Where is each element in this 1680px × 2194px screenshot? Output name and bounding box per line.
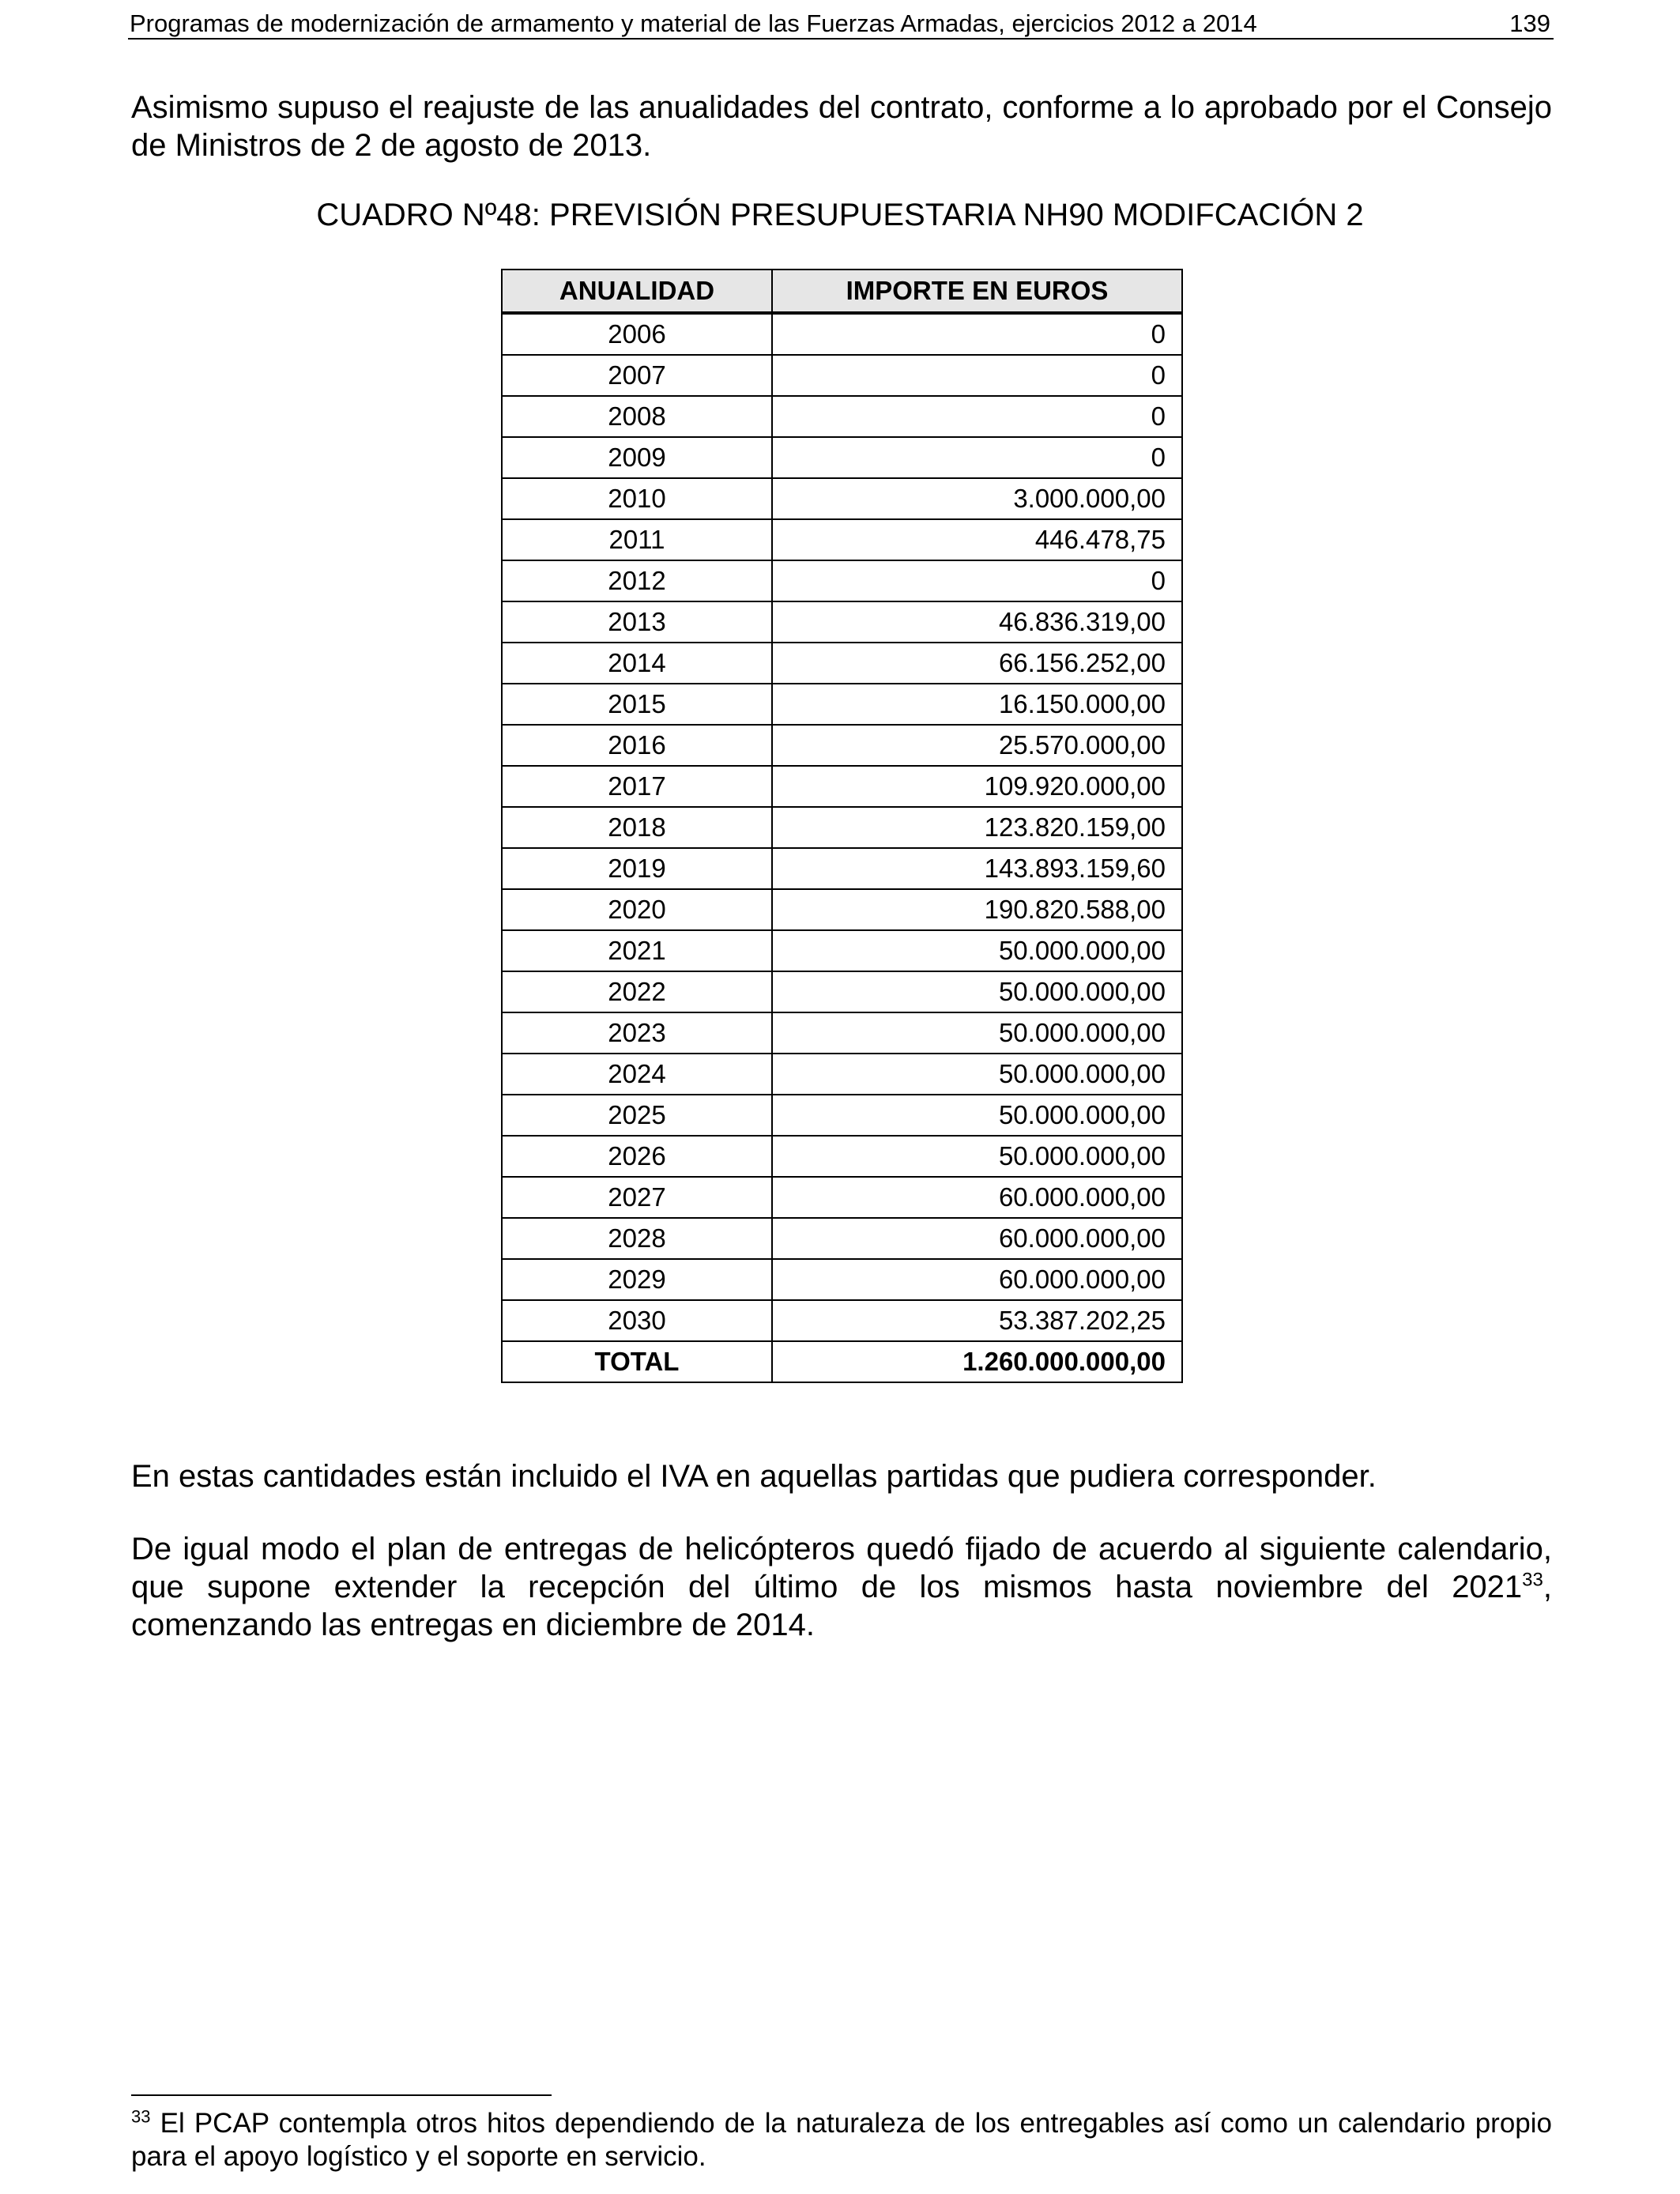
table-row (502, 1300, 1182, 1341)
table-row (502, 930, 1182, 971)
footnote-text: El PCAP contempla otros hitos dependiendo de la naturaleza de los entregables así como un calendario propio para el apoyo logístico y el soporte en servicio. (131, 2108, 1552, 2172)
table-row (502, 1012, 1182, 1054)
amount-cell: 50.000.000,00 (772, 1012, 1182, 1054)
year-cell: 2025 (502, 1095, 772, 1136)
amount-cell: 143.893.159,60 (772, 848, 1182, 889)
amount-cell: 60.000.000,00 (772, 1218, 1182, 1259)
table-row (502, 1177, 1182, 1218)
year-cell: 2030 (502, 1300, 772, 1341)
year-cell: 2028 (502, 1218, 772, 1259)
total-label: TOTAL (502, 1341, 772, 1382)
footnote (131, 2107, 1552, 2173)
year-cell: 2018 (502, 807, 772, 848)
amount-cell: 66.156.252,00 (772, 643, 1182, 684)
amount-cell: 50.000.000,00 (772, 1095, 1182, 1136)
table-row (502, 437, 1182, 478)
year-cell: 2007 (502, 355, 772, 396)
iva-paragraph: En estas cantidades están incluido el IVA en aquellas partidas que pudiera corresponder. (131, 1459, 1377, 1494)
year-cell: 2014 (502, 643, 772, 684)
year-cell: 2009 (502, 437, 772, 478)
year-cell: 2022 (502, 971, 772, 1012)
table-row (502, 807, 1182, 848)
footnote-number: 33 (131, 2106, 151, 2127)
table-header-row (502, 270, 1182, 313)
intro-paragraph: Asimismo supuso el reajuste de las anualidades del contrato, conforme a lo aprobado por el Consejo de Ministros de 2 de agosto de 2013. (131, 90, 1552, 163)
amount-cell: 0 (772, 560, 1182, 601)
header-anualidad: ANUALIDAD (502, 270, 772, 313)
year-cell: 2015 (502, 684, 772, 725)
delivery-plan-text-end: , comenzando las entregas en diciembre de 2014. (131, 1570, 1552, 1642)
table-row (502, 684, 1182, 725)
table-row (502, 313, 1182, 355)
year-cell: 2006 (502, 313, 772, 355)
table-row (502, 1095, 1182, 1136)
year-cell: 2029 (502, 1259, 772, 1300)
table-row (502, 889, 1182, 930)
amount-cell: 109.920.000,00 (772, 766, 1182, 807)
table-row (502, 766, 1182, 807)
total-row (502, 1341, 1182, 1382)
table-row (502, 848, 1182, 889)
footnote-reference[interactable]: 33 (1522, 1569, 1543, 1591)
amount-cell: 50.000.000,00 (772, 1054, 1182, 1095)
year-cell: 2019 (502, 848, 772, 889)
table-row (502, 519, 1182, 560)
amount-cell: 0 (772, 396, 1182, 437)
table-row (502, 355, 1182, 396)
table-body (502, 313, 1182, 1382)
amount-cell: 50.000.000,00 (772, 1136, 1182, 1177)
amount-cell: 123.820.159,00 (772, 807, 1182, 848)
amount-cell: 190.820.588,00 (772, 889, 1182, 930)
amount-cell: 25.570.000,00 (772, 725, 1182, 766)
table-row (502, 1259, 1182, 1300)
amount-cell: 16.150.000,00 (772, 684, 1182, 725)
amount-cell: 50.000.000,00 (772, 930, 1182, 971)
amount-cell: 0 (772, 313, 1182, 355)
amount-cell: 60.000.000,00 (772, 1259, 1182, 1300)
amount-cell: 0 (772, 437, 1182, 478)
table-row (502, 1218, 1182, 1259)
running-header (128, 6, 1554, 40)
page-number: 139 (1509, 9, 1550, 37)
header-importe: IMPORTE EN EUROS (772, 270, 1182, 313)
delivery-plan-text: De igual modo el plan de entregas de helicópteros quedó fijado de acuerdo al siguiente calendario, que supone extender la recepción del último de los mismos hasta noviembre del 2021 (131, 1532, 1552, 1604)
year-cell: 2010 (502, 478, 772, 519)
amount-cell: 446.478,75 (772, 519, 1182, 560)
table-row (502, 643, 1182, 684)
table-row (502, 725, 1182, 766)
amount-cell: 0 (772, 355, 1182, 396)
table-row (502, 1054, 1182, 1095)
delivery-plan-paragraph (131, 1530, 1552, 1644)
total-amount: 1.260.000.000,00 (772, 1341, 1182, 1382)
table-row (502, 396, 1182, 437)
year-cell: 2023 (502, 1012, 772, 1054)
year-cell: 2016 (502, 725, 772, 766)
amount-cell: 3.000.000,00 (772, 478, 1182, 519)
year-cell: 2012 (502, 560, 772, 601)
table-row (502, 478, 1182, 519)
table-row (502, 560, 1182, 601)
amount-cell: 60.000.000,00 (772, 1177, 1182, 1218)
year-cell: 2013 (502, 601, 772, 643)
header-title: Programas de modernización de armamento y material de las Fuerzas Armadas, ejercicios 2012 a 2014 (130, 9, 1257, 37)
table-row (502, 1136, 1182, 1177)
amount-cell: 50.000.000,00 (772, 971, 1182, 1012)
year-cell: 2026 (502, 1136, 772, 1177)
footnote-separator (131, 2094, 552, 2096)
year-cell: 2017 (502, 766, 772, 807)
year-cell: 2021 (502, 930, 772, 971)
amount-cell: 53.387.202,25 (772, 1300, 1182, 1341)
table-row (502, 971, 1182, 1012)
table-row (502, 601, 1182, 643)
year-cell: 2024 (502, 1054, 772, 1095)
year-cell: 2027 (502, 1177, 772, 1218)
table-caption: CUADRO Nº48: PREVISIÓN PRESUPUESTARIA NH90 MODIFCACIÓN 2 (316, 198, 1364, 232)
budget-table (501, 269, 1183, 1383)
year-cell: 2020 (502, 889, 772, 930)
year-cell: 2008 (502, 396, 772, 437)
amount-cell: 46.836.319,00 (772, 601, 1182, 643)
year-cell: 2011 (502, 519, 772, 560)
